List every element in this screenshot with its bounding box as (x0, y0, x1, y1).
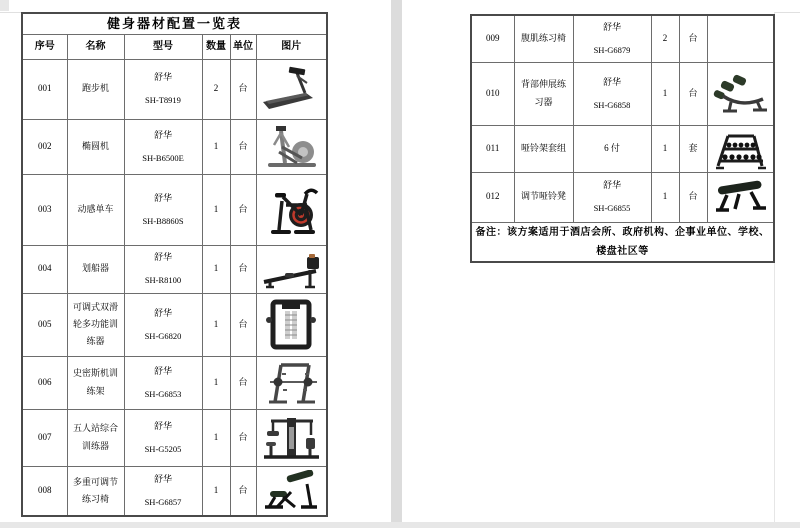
cell-no: 005 (22, 293, 67, 356)
cell-model (124, 466, 202, 516)
cell-image (256, 119, 327, 174)
table-row (471, 172, 774, 222)
cell-qty: 2 (202, 59, 230, 119)
brand-text: 舒华 (602, 180, 621, 191)
model-code-text: SH-G6857 (144, 497, 182, 508)
model-code-text: SH-T8919 (145, 95, 181, 106)
cell-no: 008 (22, 466, 67, 516)
cell-name: 跑步机 (67, 59, 124, 119)
cell-unit: 套 (679, 125, 707, 172)
cell-unit: 台 (230, 409, 256, 466)
dumbbell-bench-image (711, 177, 769, 217)
cell-unit: 台 (679, 15, 707, 62)
cell-unit: 台 (230, 245, 256, 293)
cell-name: 可调式双滑轮多功能训练器 (67, 293, 124, 356)
multi-station-image (261, 413, 321, 463)
functional-trainer-image (263, 298, 319, 352)
cell-model (124, 174, 202, 245)
brand-text: 舒华 (602, 22, 621, 33)
canvas-bottom-strip (0, 522, 800, 528)
cell-no: 003 (22, 174, 67, 245)
page-title: 健身器材配置一览表 (22, 13, 327, 34)
cell-image (256, 466, 327, 516)
back-extension-image (711, 72, 769, 116)
cell-name: 动感单车 (67, 174, 124, 245)
header-unit: 单位 (230, 34, 256, 59)
cell-qty: 1 (202, 466, 230, 516)
brand-text: 舒华 (153, 307, 172, 318)
model-code-text: SH-G6853 (144, 388, 182, 399)
cell-model (573, 62, 651, 125)
table-row (471, 125, 774, 172)
cell-qty: 1 (202, 409, 230, 466)
table-row (22, 245, 327, 293)
table-row (22, 174, 327, 245)
cell-qty: 1 (202, 119, 230, 174)
brand-text: 舒华 (153, 474, 172, 485)
cell-name: 椭圆机 (67, 119, 124, 174)
cell-qty: 1 (202, 293, 230, 356)
cell-image (707, 125, 774, 172)
equipment-table-page2 (470, 14, 775, 263)
table-row (22, 409, 327, 466)
cell-qty: 2 (651, 15, 679, 62)
table-row (22, 59, 327, 119)
cell-model (573, 15, 651, 62)
brand-text: 舒华 (153, 365, 172, 376)
cell-name: 调节哑铃凳 (514, 172, 573, 222)
cell-name: 哑铃架套组 (514, 125, 573, 172)
brand-text: 舒华 (153, 192, 172, 203)
page2-top-edge (774, 12, 800, 13)
table-row (22, 119, 327, 174)
table-row (471, 62, 774, 125)
model-code-text: SH-B8860S (142, 215, 184, 226)
cell-unit: 台 (230, 466, 256, 516)
table-row (22, 293, 327, 356)
treadmill-image (260, 65, 322, 113)
cell-qty: 1 (202, 245, 230, 293)
cell-image-empty (707, 15, 774, 62)
cell-name: 背部伸展练习器 (514, 62, 573, 125)
cell-name: 多重可调节练习椅 (67, 466, 124, 516)
cell-unit: 台 (230, 119, 256, 174)
cell-model (124, 245, 202, 293)
cell-unit: 台 (679, 172, 707, 222)
cell-unit: 台 (230, 59, 256, 119)
table-row (471, 15, 774, 62)
adjustable-bench-image (261, 470, 321, 512)
header-model: 型号 (124, 34, 202, 59)
model-code-text: SH-G6820 (144, 330, 182, 341)
dumbbell-rack-image (710, 128, 770, 170)
brand-text: 舒华 (153, 420, 172, 431)
model-code-text: SH-G6879 (593, 45, 631, 56)
cell-model (124, 119, 202, 174)
page1-top-edge (0, 12, 21, 13)
cell-unit: 台 (230, 174, 256, 245)
cell-qty: 1 (202, 356, 230, 409)
brand-text: 舒华 (153, 129, 172, 140)
cell-image (707, 172, 774, 222)
cell-no: 007 (22, 409, 67, 466)
model-code-text: SH-G5205 (144, 443, 182, 454)
equipment-table-page1 (21, 12, 328, 517)
cell-image (256, 59, 327, 119)
cell-image (707, 62, 774, 125)
note-text: 备注：该方案适用于酒店会所、政府机构、企事业单位、学校、楼盘社区等 (471, 222, 774, 262)
cell-name: 划船器 (67, 245, 124, 293)
header-no: 序号 (22, 34, 67, 59)
brand-text: 6 付 (604, 142, 620, 153)
model-code-text: SH-G6858 (593, 99, 631, 110)
cell-model (124, 293, 202, 356)
cell-qty: 1 (651, 125, 679, 172)
table-note-row (471, 222, 774, 262)
smith-machine-image (261, 360, 321, 406)
cell-no: 002 (22, 119, 67, 174)
cell-qty: 1 (651, 62, 679, 125)
cell-image (256, 174, 327, 245)
table-header-row (22, 34, 327, 59)
spin-bike-image (261, 181, 321, 239)
header-qty: 数量 (202, 34, 230, 59)
cell-model (573, 172, 651, 222)
cell-unit: 台 (230, 356, 256, 409)
cell-model (124, 59, 202, 119)
cell-no: 006 (22, 356, 67, 409)
page-divider (391, 0, 402, 528)
cell-image (256, 409, 327, 466)
brand-text: 舒华 (153, 72, 172, 83)
cell-model (124, 409, 202, 466)
cell-no: 004 (22, 245, 67, 293)
canvas-topleft-notch (0, 0, 9, 11)
elliptical-image (262, 123, 320, 171)
cell-name: 腹肌练习椅 (514, 15, 573, 62)
cell-name: 史密斯机训练架 (67, 356, 124, 409)
brand-text: 舒华 (602, 76, 621, 87)
rowing-machine-image (260, 248, 322, 290)
table-row (22, 356, 327, 409)
table-title-row (22, 13, 327, 34)
cell-name: 五人站综合训练器 (67, 409, 124, 466)
model-code-text: SH-G6855 (593, 203, 631, 214)
brand-text: 舒华 (153, 252, 172, 263)
cell-image (256, 356, 327, 409)
cell-unit: 台 (679, 62, 707, 125)
cell-no: 009 (471, 15, 514, 62)
cell-model (573, 125, 651, 172)
cell-qty: 1 (651, 172, 679, 222)
model-code-text: SH-B6500E (142, 152, 184, 163)
table-row (22, 466, 327, 516)
header-image: 图片 (256, 34, 327, 59)
cell-no: 010 (471, 62, 514, 125)
cell-image (256, 245, 327, 293)
cell-model (124, 356, 202, 409)
cell-image (256, 293, 327, 356)
cell-no: 011 (471, 125, 514, 172)
model-code-text: SH-R8100 (144, 275, 182, 286)
header-name: 名称 (67, 34, 124, 59)
cell-unit: 台 (230, 293, 256, 356)
cell-no: 012 (471, 172, 514, 222)
cell-no: 001 (22, 59, 67, 119)
cell-qty: 1 (202, 174, 230, 245)
